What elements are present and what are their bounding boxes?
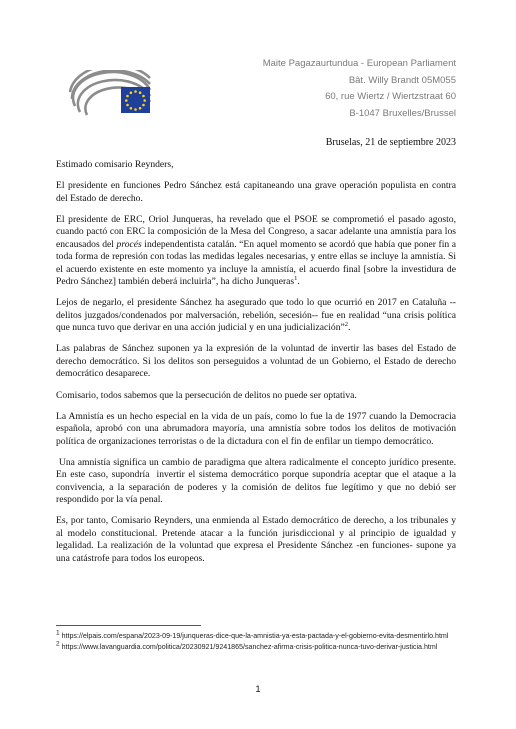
paragraph-3 <box>56 297 456 334</box>
paragraph-4: Las palabras de Sánchez suponen ya la expresión de la voluntad de invertir las bases del Estado de derecho democrático. Si los delitos son perseguidos a voluntad de un Gobierno, el Estado de derecho democrático desaparece. <box>56 343 456 380</box>
footnote-1 <box>56 631 466 641</box>
footnote-2 <box>56 642 466 652</box>
sender-street: 60, rue Wiertz / Wiertzstraat 60 <box>325 91 456 102</box>
footnote-1-number: 1 <box>56 629 60 637</box>
sender-address <box>263 56 456 122</box>
paragraph-2-text-b: independentista catalán. “En aquel momento se acordó que había que poner fin a toda forma de represión con todas las medidas legales necesarias, y entre ellas se incluye la amnistía. Si el acuerdo existente en este momento ya incluye la amnistía, el acuerdo final [sobre la investidura de Pedro Sánchez] también deberá incluirla”, ha dicho Junqueras <box>56 238 456 288</box>
letter-date: Bruselas, 21 de septiembre 2023 <box>325 137 456 148</box>
sender-building: Bât. Willy Brandt 05M055 <box>348 74 456 86</box>
footnote-ref-2[interactable]: 2 <box>344 320 349 328</box>
paragraph-6: La Amnistía es un hecho especial en la vida de un país, como lo fue la de 1977 cuando la Democracia española, aprobó con una abrumadora mayoría, una amnistía sobre todos los delitos de motivación política de organizaciones terroristas o de la dictadura con el fin de enfilar un tiempo democrático. <box>56 410 456 447</box>
european-parliament-logo-icon <box>66 70 154 116</box>
footnote-ref-1[interactable]: 1 <box>294 274 298 282</box>
footnote-1-link[interactable]: https://elpais.com/espana/2023-09-19/junqueras-dice-que-la-amnistia-ya-esta-pactada-y-el-gobierno-evita-desmentirlo.html <box>59 632 449 640</box>
footnote-2-number: 2 <box>56 640 60 648</box>
paragraph-2-text-c: . <box>297 276 300 288</box>
paragraph-2 <box>56 214 456 288</box>
paragraph-8: Es, por tanto, Comisario Reynders, una enmienda al Estado democrático de derecho, a los tribunales y al modelo constitucional. Pretende atacar a la función jurisdiccional y al principio de igualdad y legalidad. La realización de la voluntad que expresa el Presidente Sánchez -en funciones- supone ya una catástrofe para todos los europeos. <box>56 515 456 564</box>
sender-city: B-1047 Bruxelles/Brussel <box>349 107 456 119</box>
letter-body <box>56 159 459 574</box>
paragraph-2-italic: procés <box>116 238 142 250</box>
paragraph-3-text-c: . <box>348 322 351 334</box>
paragraph-7: Una amnistía significa un cambio de paradigma que altera radicalmente el concepto jurídico presente. En este caso, supondría invertir el sistema democrático porque supondría aceptar que el ataque a la convivencia, a la separación de poderes y la comisión de delitos fue legítimo y que no debió ser respondido por la vía penal. <box>56 456 459 506</box>
paragraph-5: Comisario, todos sabemos que la persecución de delitos no puede ser optativa. <box>56 389 357 401</box>
page-number: 1 <box>255 684 261 694</box>
paragraph-2-text-a: El presidente de ERC, Oriol Junqueras, ha revelado que el PSOE se comprometió el pasado agosto, cuando pactó con ERC la composición de la Mesa del Congreso, a sacar adelante una amnistía para los encausados del <box>56 214 456 250</box>
salutation: Estimado comisario Reynders, <box>56 159 174 170</box>
paragraph-1: El presidente en funciones Pedro Sánchez está capitaneando una grave operación populista en contra del Estado de derecho. <box>56 180 456 204</box>
footnote-2-link[interactable]: https://www.lavanguardia.com/politica/20230921/9241865/sanchez-afirma-crisis-politica-nunca-tuvo-derivar-justicia.html <box>59 643 438 652</box>
sender-name: Maite Pagazaurtundua - European Parliament <box>262 58 456 69</box>
footnotes <box>56 631 466 654</box>
paragraph-3-text-a: Lejos de negarlo, el presidente Sánchez ha asegurado que todo lo que ocurrió en 2017 en Cataluña -- delitos juzgados/condenados por malversación, rebelión, secesión-- fue en realidad “una crisis política que nunca tuvo que derivar en una acción judicial y en una judicialización” <box>56 297 456 334</box>
footnote-separator <box>56 625 201 626</box>
